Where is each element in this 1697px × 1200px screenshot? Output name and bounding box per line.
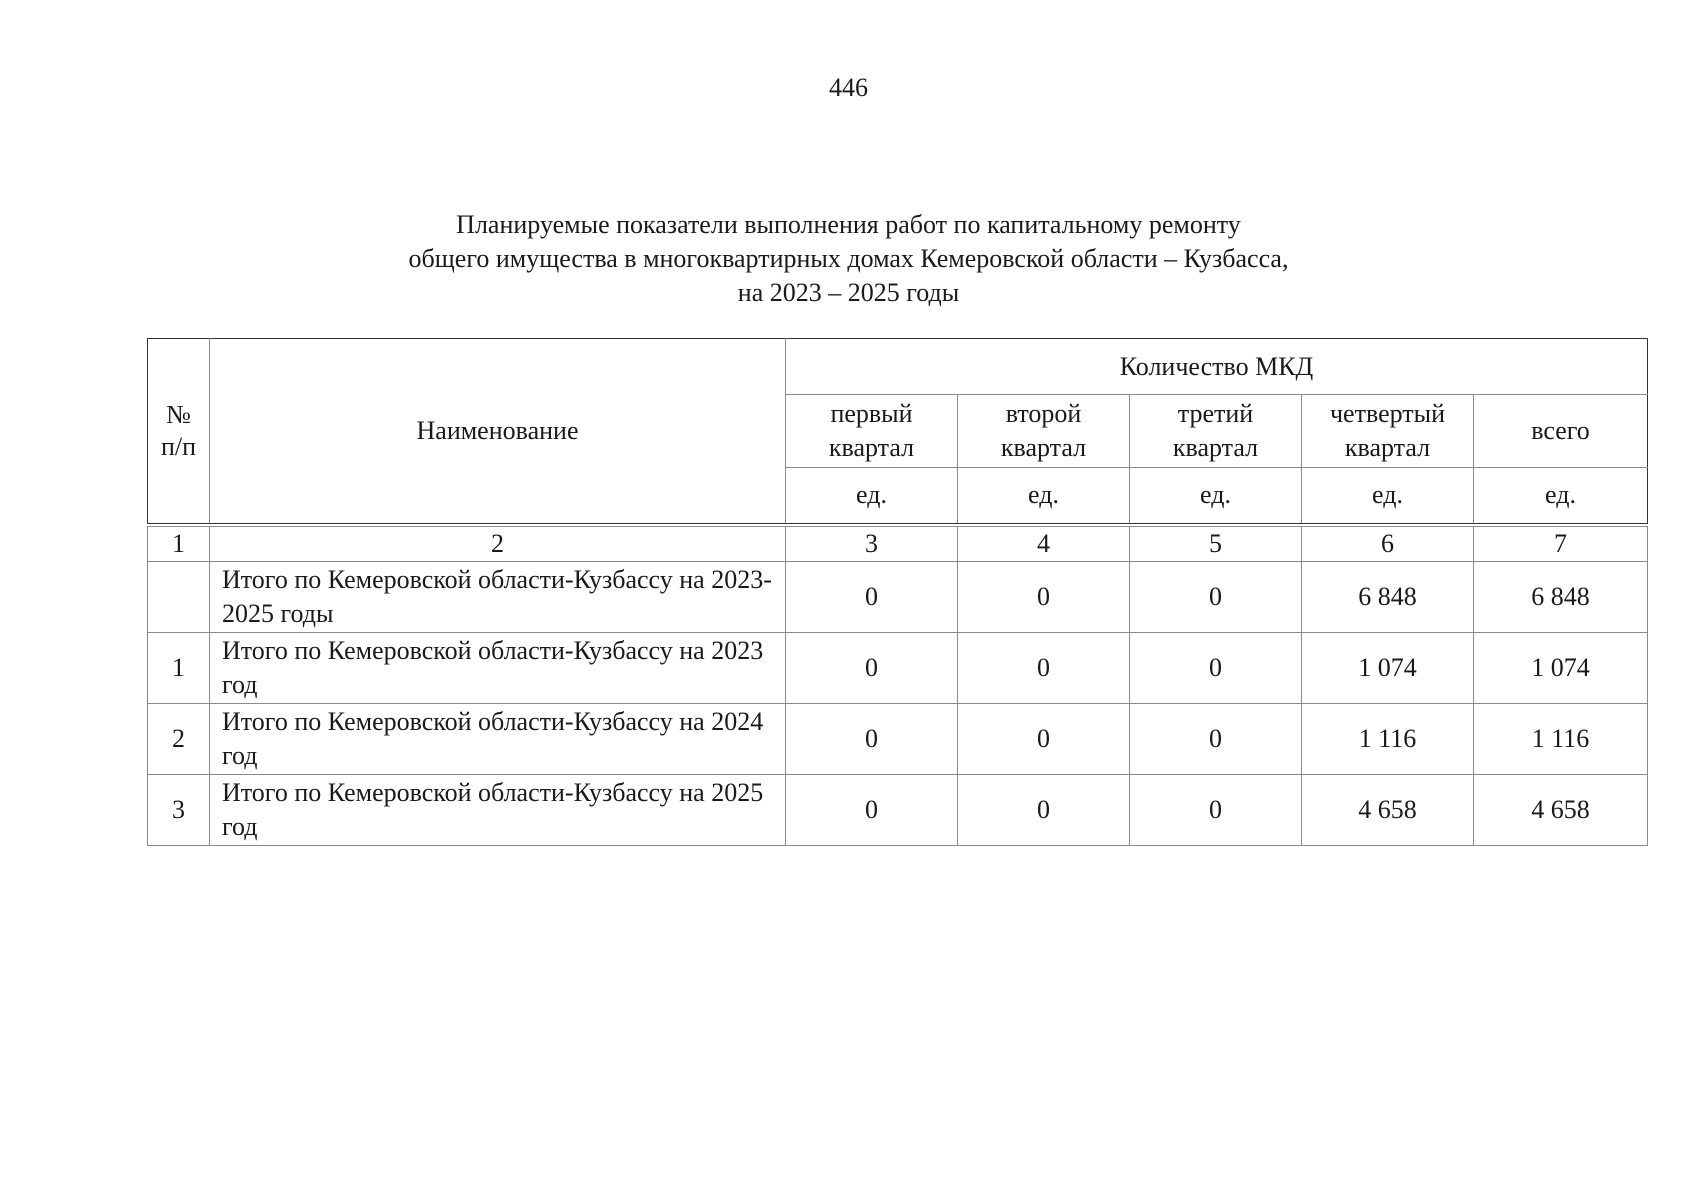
row-name: Итого по Кемеровской области-Кузбассу на 2023 год [210, 633, 786, 704]
table-row [148, 775, 1648, 846]
row-q3: 0 [1130, 704, 1302, 775]
row-q2: 0 [958, 633, 1130, 704]
row-q2: 0 [958, 562, 1130, 633]
column-number: 7 [1474, 527, 1648, 562]
row-no [148, 562, 210, 633]
row-total: 1 074 [1474, 633, 1648, 704]
title-line-2: общего имущества в многоквартирных домах Кемеровской области – Кузбасса, [408, 244, 1289, 273]
table-row [148, 562, 1648, 633]
header-col-total: всего [1474, 395, 1648, 467]
page-number: 446 [829, 73, 868, 102]
row-total: 4 658 [1474, 775, 1648, 846]
row-q1: 0 [786, 775, 958, 846]
header-unit-q2: ед. [958, 467, 1130, 523]
header-col-q3-label: третий квартал [1172, 398, 1259, 462]
row-q1: 0 [786, 633, 958, 704]
table-row [148, 704, 1648, 775]
column-number: 5 [1130, 527, 1302, 562]
row-q2: 0 [958, 704, 1130, 775]
table-row [148, 633, 1648, 704]
column-number: 2 [210, 527, 786, 562]
title-line-3: на 2023 – 2025 годы [737, 278, 960, 307]
header-col-q2 [958, 395, 1130, 467]
column-number: 4 [958, 527, 1130, 562]
row-name: Итого по Кемеровской области-Кузбассу на 2024 год [210, 704, 786, 775]
header-group: Количество МКД [786, 339, 1648, 395]
row-no: 2 [148, 704, 210, 775]
column-number: 1 [148, 527, 210, 562]
header-col-q1-label: первый квартал [828, 398, 915, 462]
header-unit-q3: ед. [1130, 467, 1302, 523]
header-unit-q1: ед. [786, 467, 958, 523]
table-body [147, 526, 1648, 846]
document-title [0, 208, 1697, 310]
row-q4: 6 848 [1302, 562, 1474, 633]
row-no: 3 [148, 775, 210, 846]
header-col-q4-label: четвертый квартал [1329, 398, 1446, 462]
row-total: 1 116 [1474, 704, 1648, 775]
header-name: Наименование [210, 339, 786, 524]
header-col-q4 [1302, 395, 1474, 467]
row-q2: 0 [958, 775, 1130, 846]
row-q1: 0 [786, 562, 958, 633]
row-q3: 0 [1130, 633, 1302, 704]
row-q1: 0 [786, 704, 958, 775]
row-name: Итого по Кемеровской области-Кузбассу на 2023-2025 годы [210, 562, 786, 633]
row-q4: 4 658 [1302, 775, 1474, 846]
header-unit-total: ед. [1474, 467, 1648, 523]
column-numbers-row [148, 527, 1648, 562]
column-number: 6 [1302, 527, 1474, 562]
row-name: Итого по Кемеровской области-Кузбассу на 2025 год [210, 775, 786, 846]
row-total: 6 848 [1474, 562, 1648, 633]
header-col-q2-label: второй квартал [1000, 398, 1087, 462]
row-q4: 1 116 [1302, 704, 1474, 775]
row-q4: 1 074 [1302, 633, 1474, 704]
table-header [147, 338, 1648, 524]
row-q3: 0 [1130, 775, 1302, 846]
title-line-1: Планируемые показатели выполнения работ по капитальному ремонту [456, 210, 1241, 239]
header-no [148, 339, 210, 524]
column-number: 3 [786, 527, 958, 562]
header-no-label: № п/п [160, 400, 197, 461]
header-col-q1 [786, 395, 958, 467]
row-no: 1 [148, 633, 210, 704]
header-col-q3 [1130, 395, 1302, 467]
row-q3: 0 [1130, 562, 1302, 633]
header-unit-q4: ед. [1302, 467, 1474, 523]
